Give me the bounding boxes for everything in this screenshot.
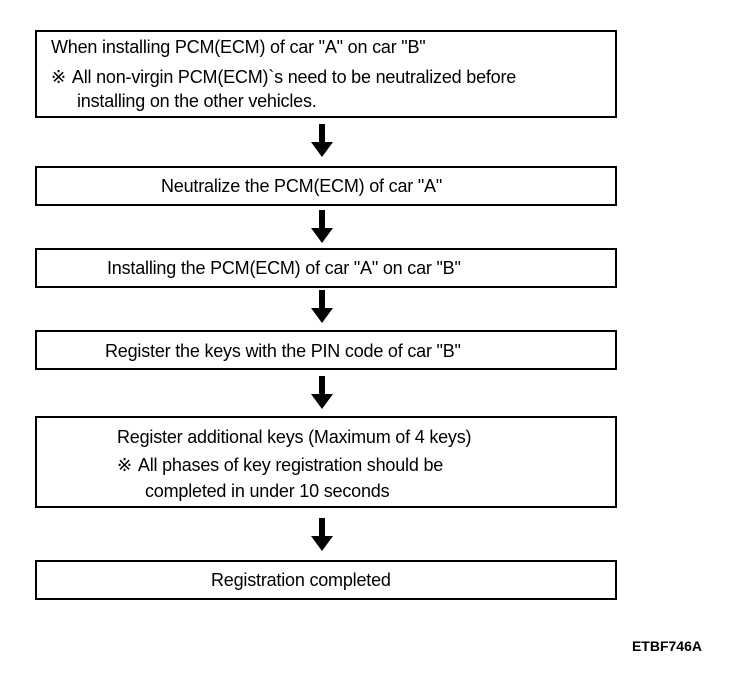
- step-1-box: [35, 30, 617, 118]
- down-arrow-icon: [311, 376, 333, 410]
- step-5-note-line-2: completed in under 10 seconds: [145, 481, 390, 501]
- reference-mark-icon: ※: [117, 455, 132, 475]
- down-arrow-icon: [311, 210, 333, 244]
- down-arrow-icon: [311, 290, 333, 324]
- step-5-text: Register additional keys (Maximum of 4 keys): [117, 427, 472, 447]
- step-5-note-line-1: [117, 454, 443, 476]
- step-2-box: [35, 166, 617, 206]
- step-1-note-line-2: installing on the other vehicles.: [77, 91, 317, 111]
- step-6-box: [35, 560, 617, 600]
- step-4-box: [35, 330, 617, 370]
- down-arrow-icon: [311, 124, 333, 158]
- step-2-text: Neutralize the PCM(ECM) of car "A": [161, 176, 443, 196]
- step-1-note-line-1: [51, 66, 516, 88]
- step-5-box: [35, 416, 617, 508]
- step-1-note-text-1: All non-virgin PCM(ECM)`s need to be neutralized before: [71, 67, 517, 87]
- step-1-text: When installing PCM(ECM) of car "A" on car "B": [51, 37, 426, 57]
- figure-code: ETBF746A: [631, 638, 702, 654]
- step-4-text: Register the keys with the PIN code of car "B": [105, 341, 461, 361]
- step-6-text: Registration completed: [211, 570, 391, 590]
- reference-mark-icon: ※: [51, 67, 66, 87]
- step-3-text: Installing the PCM(ECM) of car "A" on car "B": [107, 258, 461, 278]
- down-arrow-icon: [311, 518, 333, 552]
- step-5-note-text-1: All phases of key registration should be: [137, 455, 444, 475]
- step-3-box: [35, 248, 617, 288]
